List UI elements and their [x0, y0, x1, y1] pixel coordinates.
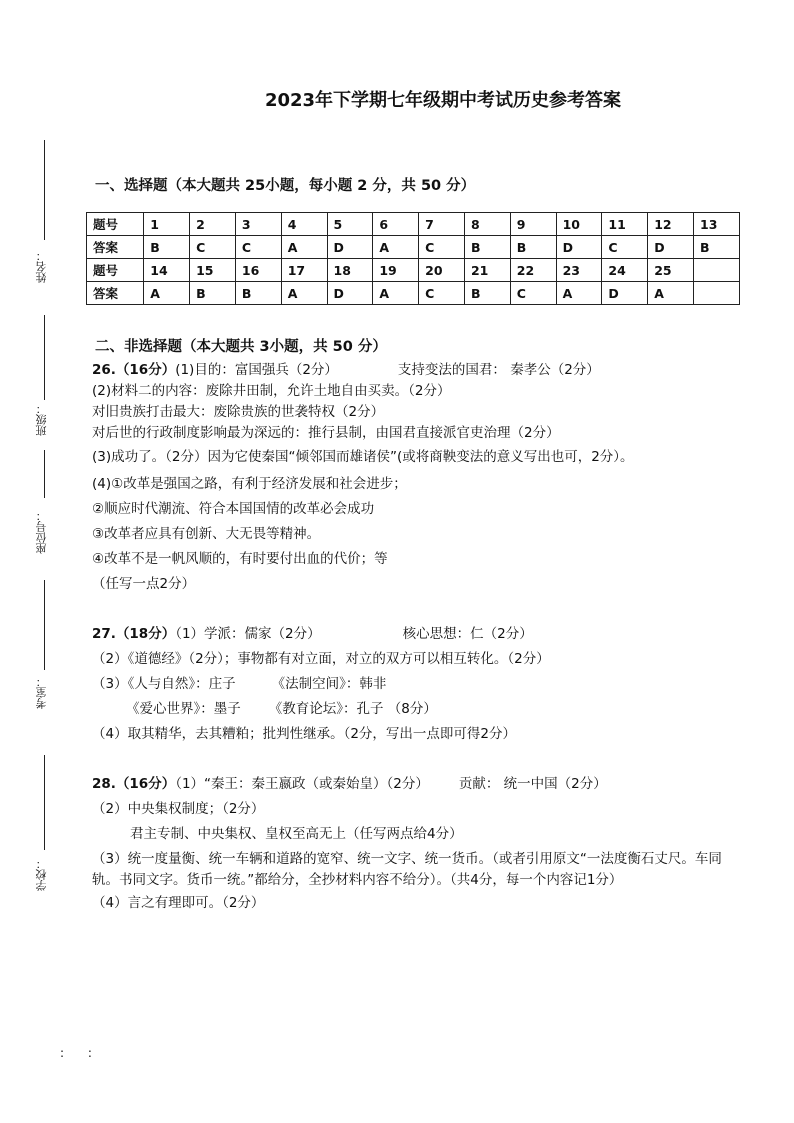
table-cell: 15 — [190, 259, 236, 282]
table-cell: B — [464, 236, 510, 259]
binding-margin — [20, 0, 70, 1123]
table-cell: C — [235, 236, 281, 259]
q26-line: ②顺应时代潮流、符合本国国情的改革必会成功 — [92, 501, 375, 517]
table-cell: 12 — [648, 213, 694, 236]
row-label: 答案 — [87, 282, 144, 305]
table-cell: 25 — [648, 259, 694, 282]
table-cell: A — [648, 282, 694, 305]
table-cell: 20 — [419, 259, 465, 282]
table-cell: B — [144, 236, 190, 259]
table-cell: 8 — [464, 213, 510, 236]
table-cell: 1 — [144, 213, 190, 236]
table-cell: B — [694, 236, 740, 259]
table-cell: A — [373, 282, 419, 305]
q27-text: （3）《人与自然》：庄子 — [92, 676, 236, 692]
q26-line: (4)①改革是强国之路，有利于经济发展和社会进步； — [92, 476, 407, 492]
question-number-row — [87, 259, 740, 282]
margin-line — [44, 755, 45, 850]
table-cell: A — [281, 282, 327, 305]
table-cell: 4 — [281, 213, 327, 236]
table-cell: 5 — [327, 213, 373, 236]
table-cell: C — [602, 236, 648, 259]
table-cell: 7 — [419, 213, 465, 236]
footer-marks: : : — [60, 1046, 102, 1060]
table-cell: C — [419, 282, 465, 305]
table-cell: D — [556, 236, 602, 259]
q27-line — [92, 672, 752, 697]
q28-text: 贡献： 统一中国（2分） — [458, 776, 607, 792]
table-cell: C — [510, 282, 556, 305]
class-label: 班级： — [35, 403, 48, 436]
table-cell: A — [144, 282, 190, 305]
q26-line: （任写一点2分） — [92, 576, 196, 592]
table-cell: D — [327, 236, 373, 259]
row-label: 题号 — [87, 259, 144, 282]
row-label: 答案 — [87, 236, 144, 259]
table-cell: A — [373, 236, 419, 259]
margin-line — [44, 580, 45, 670]
q26-line: (2)材料二的内容：废除井田制，允许土地自由买卖。（2分） — [92, 383, 451, 399]
table-cell: 10 — [556, 213, 602, 236]
q26-line — [92, 360, 752, 381]
q28-line: （4）言之有理即可。（2分） — [92, 895, 265, 911]
table-cell: B — [190, 282, 236, 305]
name-label: 姓名： — [35, 250, 48, 283]
table-cell: 18 — [327, 259, 373, 282]
table-cell: 2 — [190, 213, 236, 236]
q28-line: （3）统一度量衡、统一车辆和道路的宽窄、统一文字、统一货币。（或者引用原文“一法度衡石丈尺。车同轨。书同文字。货币一统。”都给分，全抄材料内容不给分）。（共4分，每一个内容记1分） — [92, 851, 722, 888]
table-cell: 17 — [281, 259, 327, 282]
table-cell: D — [648, 236, 694, 259]
answer-table — [86, 212, 740, 305]
q26-line: ④改革不是一帆风顺的，有时要付出血的代价；等 — [92, 551, 388, 567]
margin-line — [44, 450, 45, 498]
q27-line — [92, 622, 752, 647]
room-label: 考室： — [35, 676, 48, 709]
table-cell: C — [190, 236, 236, 259]
q27-line: （4）取其精华，去其糟粕；批判性继承。（2分，写出一点即可得2分） — [92, 726, 517, 742]
table-cell: D — [602, 282, 648, 305]
margin-line — [44, 140, 45, 240]
answer-row — [87, 236, 740, 259]
section1-heading: 一、选择题（本大题共 25小题，每小题 2 分，共 50 分） — [95, 178, 476, 194]
q26-text: 支持变法的国君： 秦孝公（2分） — [397, 362, 600, 378]
table-cell: 23 — [556, 259, 602, 282]
q28-line: 君主专制、中央集权、皇权至高无上（任写两点给4分） — [130, 826, 463, 842]
table-cell — [694, 282, 740, 305]
q27-line — [92, 697, 752, 722]
q28-number: 28.（16分） — [92, 776, 176, 792]
table-cell: 11 — [602, 213, 648, 236]
table-cell: 14 — [144, 259, 190, 282]
table-cell: A — [556, 282, 602, 305]
table-cell — [694, 259, 740, 282]
table-cell: 6 — [373, 213, 419, 236]
q27-line: （2）《道德经》（2分）；事物都有对立面，对立的双方可以相互转化。（2分） — [92, 651, 550, 667]
q28-line — [92, 772, 752, 797]
table-cell: 21 — [464, 259, 510, 282]
table-cell: 24 — [602, 259, 648, 282]
table-cell: 13 — [694, 213, 740, 236]
q27-text: 《爱心世界》：墨子 — [126, 701, 241, 717]
q26-number: 26.（16分） — [92, 362, 176, 378]
q26-line: 对后世的行政制度影响最为深远的：推行县制，由国君直接派官吏治理（2分） — [92, 425, 560, 441]
answer-body — [92, 360, 752, 916]
school-label: 学校： — [35, 858, 48, 891]
table-cell: D — [327, 282, 373, 305]
q27-text: 核心思想：仁（2分） — [402, 626, 533, 642]
table-cell: B — [510, 236, 556, 259]
q27-text: （1）学派：儒家（2分） — [175, 626, 321, 642]
table-cell: 3 — [235, 213, 281, 236]
q27-text: 《教育论坛》：孔子 （8分） — [268, 701, 437, 717]
q26-line: (3)成功了。（2分）因为它使秦国“倾邻国而雄诸侯”(或将商鞅变法的意义写出也可，2分）。 — [92, 449, 634, 465]
q26-text: (1)目的：富国强兵（2分） — [175, 362, 338, 378]
q28-text: （1）“秦王：秦王嬴政（或秦始皇）（2分） — [175, 776, 429, 792]
table-cell: C — [419, 236, 465, 259]
table-cell: 9 — [510, 213, 556, 236]
row-label: 题号 — [87, 213, 144, 236]
q26-line: 对旧贵族打击最大：废除贵族的世袭特权（2分） — [92, 404, 385, 420]
seat-label: 座位号： — [35, 510, 48, 554]
q27-number: 27.（18分） — [92, 626, 176, 642]
page-title: 2023年下学期七年级期中考试历史参考答案 — [264, 90, 622, 111]
margin-line — [44, 315, 45, 400]
answer-row — [87, 282, 740, 305]
section2-heading: 二、非选择题（本大题共 3小题，共 50 分） — [95, 339, 387, 355]
q26-line: ③改革者应具有创新、大无畏等精神。 — [92, 526, 321, 542]
table-cell: 22 — [510, 259, 556, 282]
table-cell: B — [235, 282, 281, 305]
question-number-row — [87, 213, 740, 236]
table-cell: 16 — [235, 259, 281, 282]
q28-line: （2）中央集权制度；（2分） — [92, 801, 265, 817]
table-cell: A — [281, 236, 327, 259]
table-cell: 19 — [373, 259, 419, 282]
q27-text: 《法制空间》：韩非 — [271, 676, 387, 692]
table-cell: B — [464, 282, 510, 305]
